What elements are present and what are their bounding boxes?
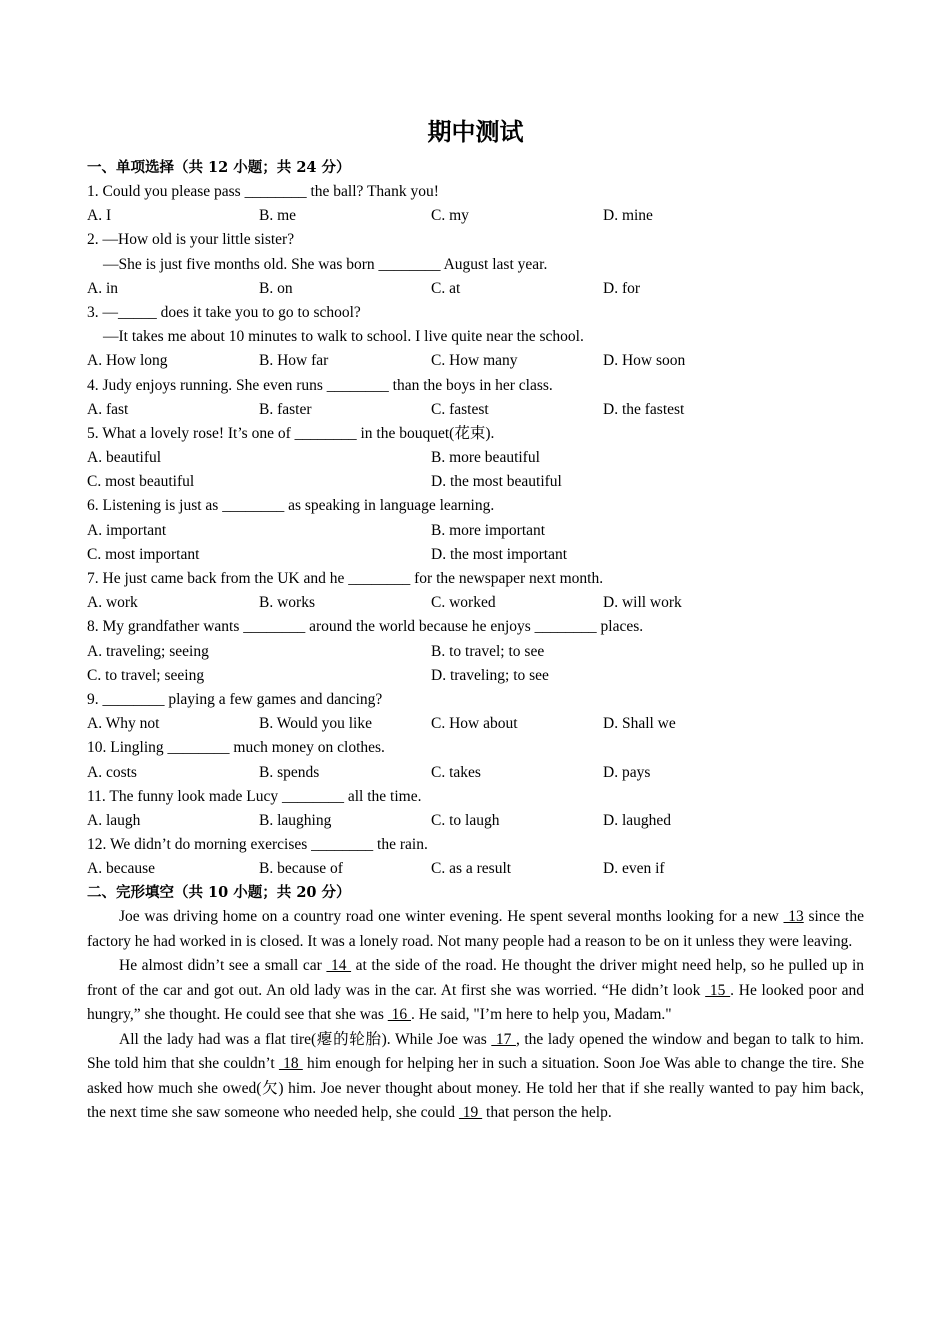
answer-option: C. How about [431, 715, 518, 733]
answer-option: C. takes [431, 763, 481, 781]
question-item [87, 374, 864, 422]
answer-option: D. the most beautiful [431, 473, 562, 491]
question-item [87, 301, 864, 374]
option-row [87, 398, 864, 422]
answer-option: A. I [87, 207, 112, 225]
answer-option: B. to travel; to see [431, 642, 545, 660]
answer-option: B. because of [259, 860, 343, 878]
answer-option: C. How many [431, 352, 518, 370]
answer-option: A. beautiful [87, 449, 162, 467]
question-stem: 12. We didn’t do morning exercises ________ the rain. [87, 836, 428, 854]
question-stem: 10. Lingling ________ much money on clothes. [87, 739, 385, 757]
answer-option: D. laughed [603, 811, 672, 829]
answer-option: C. fastest [431, 400, 489, 418]
answer-option: B. faster [259, 400, 312, 418]
passage-text: All the lady had was a flat tire(瘪的轮胎). While Joe was [119, 1030, 492, 1048]
option-row [87, 591, 864, 615]
question-item [87, 833, 864, 881]
section-heading-multiple-choice: 一、单项选择（共 12 小题；共 24 分） [87, 159, 351, 176]
question-item [87, 422, 864, 495]
passage-paragraph [87, 954, 864, 1028]
option-row [87, 277, 864, 301]
answer-option: A. traveling; seeing [87, 642, 209, 660]
option-row [87, 543, 864, 567]
option-row [87, 809, 864, 833]
question-item [87, 567, 864, 615]
question-list [87, 180, 864, 881]
answer-option: D. mine [603, 207, 653, 225]
answer-option: D. traveling; to see [431, 666, 549, 684]
answer-option: D. the most important [431, 545, 568, 563]
passage-text: . He looked poor and hungry,” she thought. He could see that she was [87, 981, 864, 1024]
question-stem: 1. Could you please pass ________ the ball? Thank you! [87, 183, 439, 200]
answer-option: C. my [431, 207, 469, 225]
answer-option: A. work [87, 594, 138, 612]
answer-option: A. Why not [87, 715, 160, 733]
answer-option: A. laugh [87, 811, 141, 829]
question-stem: 11. The funny look made Lucy ________ all the time. [87, 787, 422, 805]
cloze-blank: 15 [705, 981, 731, 999]
cloze-blank: 18 [278, 1055, 303, 1073]
passage-text: at the side of the road. He thought the driver might need help, so he pulled up in front of the car and got out. An old lady was in the car. At first she was worried. “He didn’t look [87, 957, 865, 999]
answer-option: A. because [87, 860, 155, 878]
question-item [87, 688, 864, 736]
passage-paragraph [87, 1028, 864, 1126]
answer-option: D. even if [603, 860, 665, 878]
answer-option: C. as a result [431, 860, 512, 878]
question-item [87, 615, 864, 688]
question-stem: 4. Judy enjoys running. She even runs ________ than the boys in her class. [87, 376, 553, 394]
option-row [87, 519, 864, 543]
passage-text: that person the help. [482, 1104, 612, 1122]
question-stem: 2. —How old is your little sister? [87, 231, 295, 249]
option-row [87, 712, 864, 736]
question-stem: 8. My grandfather wants ________ around the world because he enjoys ________ places. [87, 618, 644, 636]
option-row [87, 857, 864, 881]
answer-option: B. works [259, 594, 315, 612]
answer-option: A. costs [87, 763, 137, 781]
answer-option: C. most important [87, 545, 200, 563]
answer-option: B. more important [431, 521, 546, 539]
option-row [87, 470, 864, 494]
answer-option: D. How soon [603, 352, 686, 370]
passage-paragraph [87, 905, 864, 954]
question-item [87, 494, 864, 567]
option-row [87, 349, 864, 373]
answer-option: B. spends [259, 763, 320, 781]
page-title: 期中测试 [427, 117, 524, 146]
answer-option: B. Would you like [259, 715, 372, 733]
passage-text: Joe was driving home on a country road one winter evening. He spent several months looking for a new [119, 908, 784, 926]
question-item [87, 785, 864, 833]
question-item [87, 228, 864, 301]
option-row [87, 761, 864, 785]
answer-option: C. to laugh [431, 811, 500, 829]
answer-option: A. in [87, 279, 118, 297]
answer-option: D. Shall we [603, 715, 676, 733]
cloze-blank: 19 [458, 1104, 483, 1122]
answer-option: C. most beautiful [87, 473, 195, 491]
answer-option: B. more beautiful [431, 449, 540, 467]
question-item [87, 180, 864, 228]
passage-text: . He said, "I’m here to help you, Madam." [411, 1006, 672, 1024]
option-row [87, 664, 864, 688]
question-stem: 3. —_____ does it take you to go to school? [87, 303, 361, 321]
answer-option: B. me [259, 207, 297, 225]
answer-option: A. fast [87, 400, 129, 418]
passage-text: him enough for helping her in such a situation. Soon Joe Was able to change the tire. She asked how much she owed(欠) him. Joe never thought about money. He told her that if she really wanted to pay him back, the next time she saw someone who needed help, she could [87, 1055, 864, 1122]
question-stem: 5. What a lovely rose! It’s one of ________ in the bouquet(花束). [87, 424, 495, 442]
question-stem: —It takes me about 10 minutes to walk to school. I live quite near the school. [103, 328, 584, 346]
section-heading-cloze: 二、完形填空（共 10 小题；共 20 分） [87, 884, 351, 902]
question-stem: —She is just five months old. She was born ________ August last year. [103, 255, 548, 273]
question-stem: 6. Listening is just as ________ as speaking in language learning. [87, 497, 495, 515]
passage-text: He almost didn’t see a small car [119, 957, 327, 975]
question-item [87, 736, 864, 784]
cloze-blank: 17 [491, 1030, 516, 1048]
answer-option: C. worked [431, 594, 496, 612]
exam-page [87, 112, 864, 1126]
cloze-blank: 13 [783, 908, 804, 926]
answer-option: D. will work [603, 594, 682, 612]
answer-option: A. important [87, 521, 167, 539]
cloze-blank: 16 [387, 1006, 411, 1024]
question-stem: 7. He just came back from the UK and he ________ for the newspaper next month. [87, 570, 604, 587]
answer-option: C. at [431, 279, 461, 297]
question-stem: 9. ________ playing a few games and dancing? [87, 690, 383, 708]
answer-option: A. How long [87, 352, 168, 370]
answer-option: B. How far [259, 352, 329, 370]
option-row [87, 204, 864, 228]
answer-option: D. the fastest [603, 400, 685, 418]
passage-text: since the factory he had worked in is closed. It was a lonely road. Not many people had a reason to be on it unless they were leaving. [87, 908, 864, 950]
answer-option: C. to travel; seeing [87, 666, 205, 684]
cloze-blank: 14 [326, 957, 352, 975]
answer-option: D. pays [603, 763, 651, 781]
cloze-passage [87, 905, 864, 1126]
answer-option: B. on [259, 279, 293, 297]
answer-option: D. for [603, 279, 641, 297]
option-row [87, 640, 864, 664]
option-row [87, 446, 864, 470]
passage-text: , the lady opened the window and began to talk to him. She told him that she couldn’t [87, 1030, 864, 1073]
answer-option: B. laughing [259, 811, 332, 829]
